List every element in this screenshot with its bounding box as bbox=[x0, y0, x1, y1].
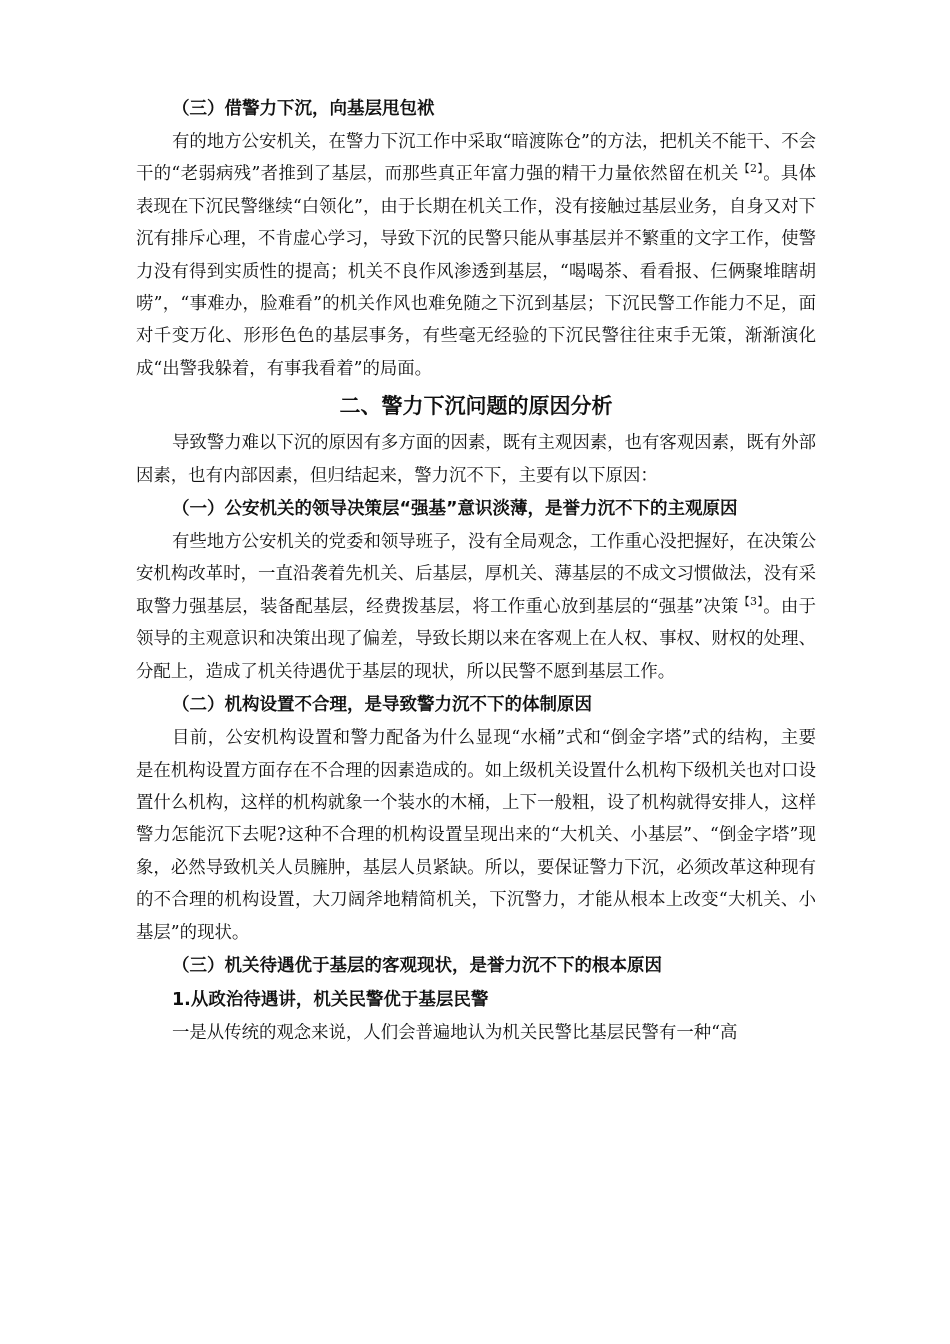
subheading-3-1-political: 1.从政治待遇讲，机关民警优于基层民警 bbox=[172, 989, 489, 1010]
citation-ref-3: 【3】 bbox=[738, 595, 764, 609]
subheading-1-leadership: （一）公安机关的领导决策层“强基”意识淡薄，是誉力沉不下的主观原因 bbox=[172, 499, 738, 520]
subheading-3-treatment: （三）机关待遇优于基层的客观现状，是誉力沉不下的根本原因 bbox=[172, 955, 662, 976]
section-title-cause-analysis: 二、警力下沉问题的原因分析 bbox=[339, 394, 613, 419]
document-body bbox=[136, 92, 816, 1049]
citation-ref-2: 【2】 bbox=[738, 162, 764, 176]
paragraph-cause-intro: 导致警力难以下沉的原因有多方面的因素，既有主观因素，也有客观因素，既有外部因素，也有内部因素，但归结起来，警力沉不下，主要有以下原因： bbox=[136, 433, 816, 486]
paragraph-political-treatment: 一是从传统的观念来说，人们会普遍地认为机关民警比基层民警有一种“高 bbox=[172, 1022, 738, 1043]
paragraph-leadership: 有些地方公安机关的党委和领导班子，没有全局观念，工作重心没把握好，在决策公安机构改革时，一直沿袭着先机关、后基层，厚机关、薄基层的不成文习惯做法，没有采取警力强基层，装备配基层，经费拨基层，将工作重心放到基层的“强基”决策$^{【3】}$。由于领导的主观意识和决策出现了偏差，导致长期以来在客观上在人权、事权、财权的处理、分配上，造成了机关待遇优于基层的现状，所以民警不愿到基层工作。 bbox=[136, 532, 816, 682]
subheading-2-structure: （二）机构设置不合理，是导致警力沉不下的体制原因 bbox=[172, 695, 592, 716]
paragraph-structure: 目前，公安机构设置和警力配备为什么显现“水桶”式和“倒金字塔”式的结构，主要是在机构设置方面存在不合理的因素造成的。如上级机关设置什么机构下级机关也对口设置什么机构，这样的机构就象一个装水的木桶，上下一般粗，设了机构就得安排人，这样警力怎能沉下去呢?这种不合理的机构设置呈现出来的“大机关、小基层”、“倒金字塔”现象，必然导致机关人员臃肿，基层人员紧缺。所以，要保证警力下沉，必须改革这种现有的不合理的机构设置，大刀阔斧地精简机关，下沉警力，才能从根本上改变“大机关、小基层”的现状。 bbox=[136, 728, 816, 943]
paragraph-burden-description: 有的地方公安机关，在警力下沉工作中采取“暗渡陈仓”的方法，把机关不能干、不会干的“老弱病残”者推到了基层，而那些真正年富力强的精干力量依然留在机关$^{【2】}$。具体表现在下沉民警继续“白领化”，由于长期在机关工作，没有接触过基层业务，自身又对下沉有排斥心理，不肯虚心学习，导致下沉的民警只能从事基层并不繁重的文字工作，使警力没有得到实质性的提高；机关不良作风渗透到基层，“喝喝茶、看看报、仨俩聚堆瞎胡唠”，“事难办，脸难看”的机关作风也难免随之下沉到基层；下沉民警工作能力不足，面对千变万化、形形色色的基层事务，有些毫无经验的下沉民警往往束手无策，渐渐演化成“出警我躲着，有事我看着”的局面。 bbox=[136, 132, 816, 379]
subheading-3-burden: （三）借警力下沉，向基层甩包袱 bbox=[172, 99, 435, 119]
